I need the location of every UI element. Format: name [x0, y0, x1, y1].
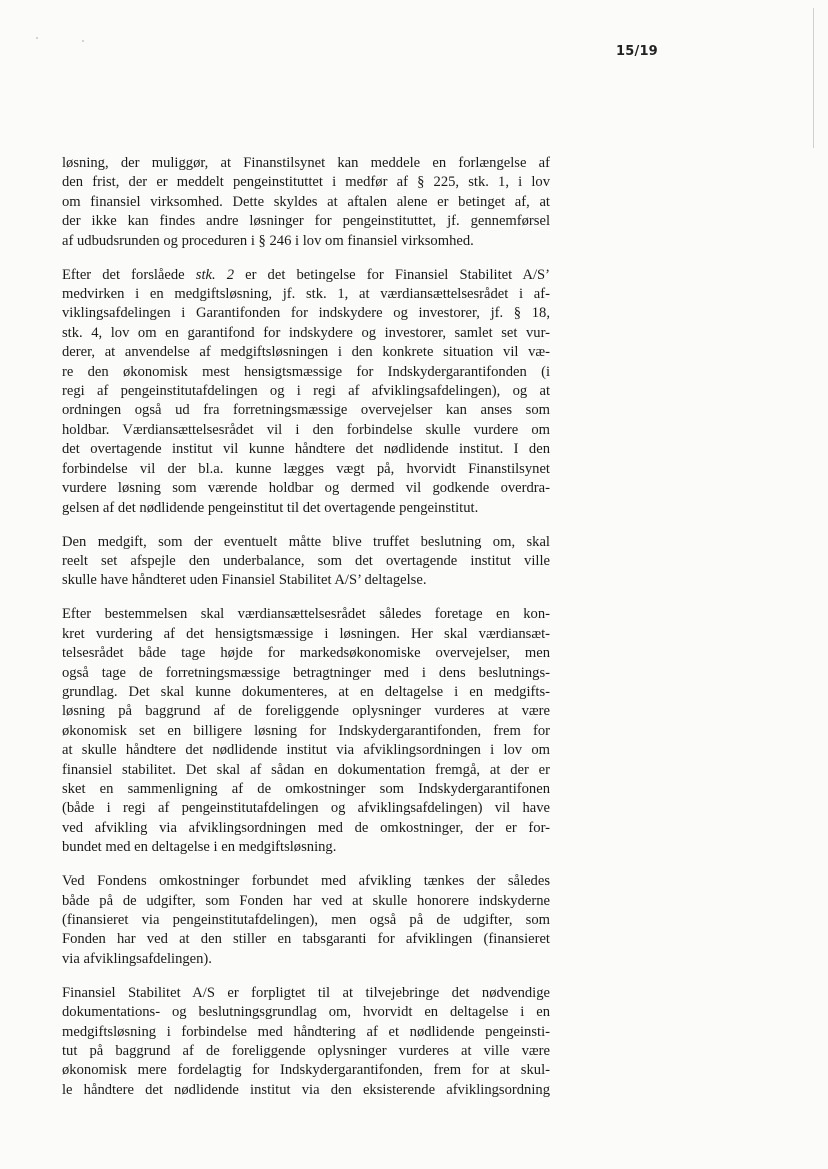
text-line: ordningen også ud fra forretningsmæssige overvejelser kan anses som [62, 402, 550, 419]
body-text [62, 154, 550, 1115]
text-line: le håndtere det nødlidende institut via den eksisterende afviklingsordning [62, 1081, 550, 1098]
text-line: reelt set afspejle den underbalance, som det overtagende institut ville [62, 552, 550, 569]
text-line: løsning på baggrund af de foreliggende oplysninger vurderes at være [62, 703, 550, 720]
paragraph-6 [62, 984, 550, 1100]
text-line: økonomisk mere fordelagtig for Indskydergarantifonden, frem for at skul- [62, 1062, 550, 1079]
text-line: der ikke kan findes andre løsninger for pengeinstituttet, jf. gennemførsel [62, 213, 550, 230]
text-line: skulle have håndteret uden Finansiel Stabilitet A/S’ deltagelse. [62, 572, 427, 589]
text-line: vurdere løsning som værende holdbar og dermed vil godkende overdra- [62, 480, 550, 497]
text-line: derer, at anvendelse af medgiftsløsningen i den konkrete situation vil væ- [62, 344, 550, 361]
text-line: re den økonomisk mest hensigtsmæssige for Indskydergarantifonden (i [62, 363, 550, 380]
page-number: 15/19 [616, 44, 658, 59]
text-line: af udbudsrunden og proceduren i § 246 i lov om finansiel virksomhed. [62, 232, 474, 249]
text-line: at skulle håndtere det nødlidende institut via afviklingsordningen i lov om [62, 742, 550, 759]
paragraph-2 [62, 266, 550, 518]
text-line: økonomisk set en billigere løsning for Indskydergarantifonden, frem for [62, 722, 550, 739]
text-line: gelsen af det nødlidende pengeinstitut til det overtagende pengeinstitut. [62, 499, 479, 516]
text-line: telsesrådet både tage højde for markedsøkonomiske overvejelser, men [62, 645, 550, 662]
text-line: (både i regi af pengeinstitutafdelingen og afviklingsafdelingen) vil have [62, 800, 550, 817]
text-line: medgiftsløsning i forbindelse med håndtering af et nødlidende pengeinsti- [62, 1023, 550, 1040]
text-line: Den medgift, som der eventuelt måtte blive truffet beslutning om, skal [62, 533, 550, 550]
text-line: (finansieret via pengeinstitutafdelingen), men også på de udgifter, som [62, 912, 550, 928]
text-line: både på de udgifter, som Fonden har ved at skulle honorere indskyderne [62, 892, 550, 909]
text-line: det overtagende institut vil kunne håndtere det nødlidende institut. I den [62, 441, 550, 458]
scan-edge-line [813, 8, 814, 148]
text-line: kret vurdering af det hensigtsmæssige i løsningen. Her skal værdiansæt- [62, 625, 550, 642]
text-line: Fonden har ved at den stiller en tabsgaranti for afviklingen (finansieret [62, 931, 550, 948]
text-line: tut på baggrund af de foreliggende oplysninger vurderes at ville være [62, 1043, 550, 1060]
text-line: Ved Fondens omkostninger forbundet med afvikling tænkes der således [62, 873, 550, 890]
text-line: via afviklingsafdelingen). [62, 950, 212, 967]
paragraph-5 [62, 872, 550, 969]
text-line: Finansiel Stabilitet A/S er forpligtet til at tilvejebringe det nødvendige [62, 984, 550, 1001]
text-line [62, 266, 550, 285]
text-line: dokumentations- og beslutningsgrundlag om, hvorvidt en deltagelse i en [62, 1004, 550, 1021]
text-line: sket en sammenligning af de omkostninger som Indskydergarantifonen [62, 780, 550, 797]
text-line: forbindelse vil der bl.a. kunne lægges vægt på, hvorvidt Finanstilsynet [62, 460, 550, 477]
scan-speck [36, 37, 38, 39]
text-line: holdbar. Værdiansættelsesrådet vil i den forbindelse skulle vurdere om [62, 421, 550, 438]
text-line: også tage de forretningsmæssige betragtninger med i dens beslutnings- [62, 664, 550, 681]
text-line: om finansiel virksomhed. Dette skyldes at aftalen alene er betinget af, at [62, 193, 550, 210]
text-line: medvirken i en medgiftsløsning, jf. stk. 1, at værdiansættelsesrådet i af- [62, 286, 550, 303]
paragraph-1 [62, 154, 550, 251]
text-line: den frist, der er meddelt pengeinstituttet i medfør af § 225, stk. 1, i lov [62, 174, 550, 191]
text-line: finansiel stabilitet. Det skal af sådan en dokumentation fremgå, at der er [62, 761, 550, 778]
text-line: løsning, der muliggør, at Finanstilsynet kan meddele en forlængelse af [62, 155, 550, 171]
italic-reference: stk. 2 [195, 266, 235, 283]
text-line: stk. 4, lov om en garantifond for indskydere og investorer, samlet set vur- [62, 324, 550, 341]
text-line: regi af pengeinstitutafdelingen og i regi af afviklingsafdelingen), og at [62, 383, 550, 400]
text-line: ved afvikling via afviklingsordningen med de omkostninger, der er for- [62, 819, 550, 836]
text-line: Efter bestemmelsen skal værdiansættelsesrådet således foretage en kon- [62, 606, 550, 623]
paragraph-4 [62, 605, 550, 857]
text-line: bundet med en deltagelse i en medgiftsløsning. [62, 839, 337, 856]
text-fragment: Efter det forslåede [62, 266, 196, 283]
paragraph-3 [62, 533, 550, 591]
text-fragment: er det betingelse for Finansiel Stabilitet A/S’ [234, 266, 551, 283]
text-line: grundlag. Det skal kunne dokumenteres, at en deltagelse i en medgifts- [62, 683, 550, 700]
text-line: viklingsafdelingen i Garantifonden for indskydere og investorer, jf. § 18, [62, 305, 550, 322]
scan-speck [82, 40, 84, 42]
